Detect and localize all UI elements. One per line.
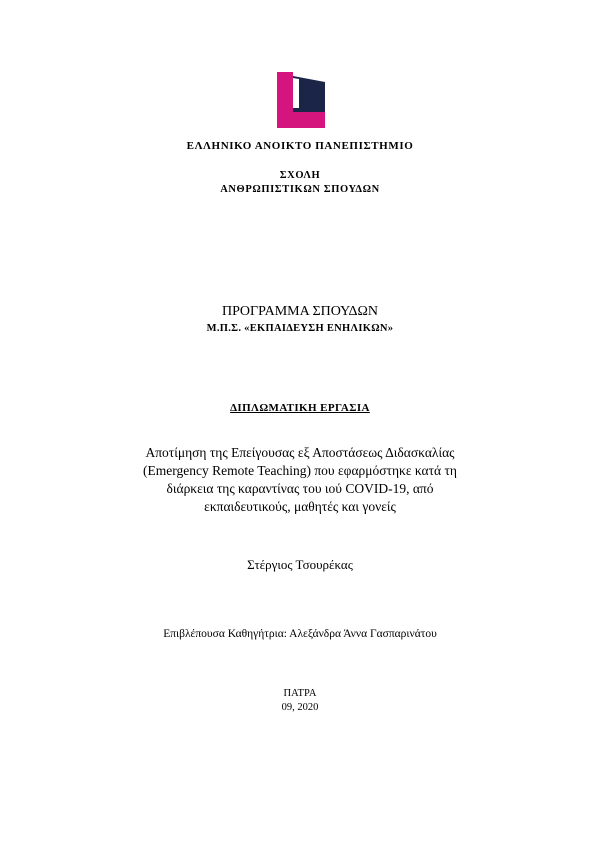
thesis-title-line-1: Αποτίμηση της Επείγουσας εξ Αποστάσεως Διδασκαλίας bbox=[145, 445, 455, 460]
date: 09, 2020 bbox=[281, 702, 319, 713]
thesis-title-line-3: διάρκεια της καραντίνας του ιού COVID-19, από bbox=[166, 481, 434, 496]
school-label: ΣΧΟΛΗ bbox=[279, 170, 321, 181]
thesis-title-line-2: (Emergency Remote Teaching) που εφαρμόστηκε κατά τη bbox=[143, 463, 457, 478]
place: ΠΑΤΡΑ bbox=[283, 688, 317, 699]
author-name: Στέργιος Τσουρέκας bbox=[247, 557, 353, 572]
thesis-type: ΔΙΠΛΩΜΑΤΙΚΗ ΕΡΓΑΣΙΑ bbox=[230, 402, 370, 414]
supervisor: Επιβλέπουσα Καθηγήτρια: Αλεξάνδρα Άννα Γασπαρινάτου bbox=[163, 628, 437, 640]
thesis-title-line-4: εκπαιδευτικούς, μαθητές και γονείς bbox=[204, 499, 396, 514]
program-title: ΠΡΟΓΡΑΜΜΑ ΣΠΟΥΔΩΝ bbox=[221, 304, 378, 319]
logo-white-gap bbox=[293, 78, 299, 108]
university-logo bbox=[277, 72, 325, 128]
program-subtitle: Μ.Π.Σ. «ΕΚΠΑΙΔΕΥΣΗ ΕΝΗΛΙΚΩΝ» bbox=[206, 323, 394, 334]
school-name: ΑΝΘΡΩΠΙΣΤΙΚΩΝ ΣΠΟΥΔΩΝ bbox=[220, 184, 380, 195]
university-name: ΕΛΛΗΝΙΚΟ ΑΝΟΙΚΤΟ ΠΑΝΕΠΙΣΤΗΜΙΟ bbox=[186, 140, 414, 152]
